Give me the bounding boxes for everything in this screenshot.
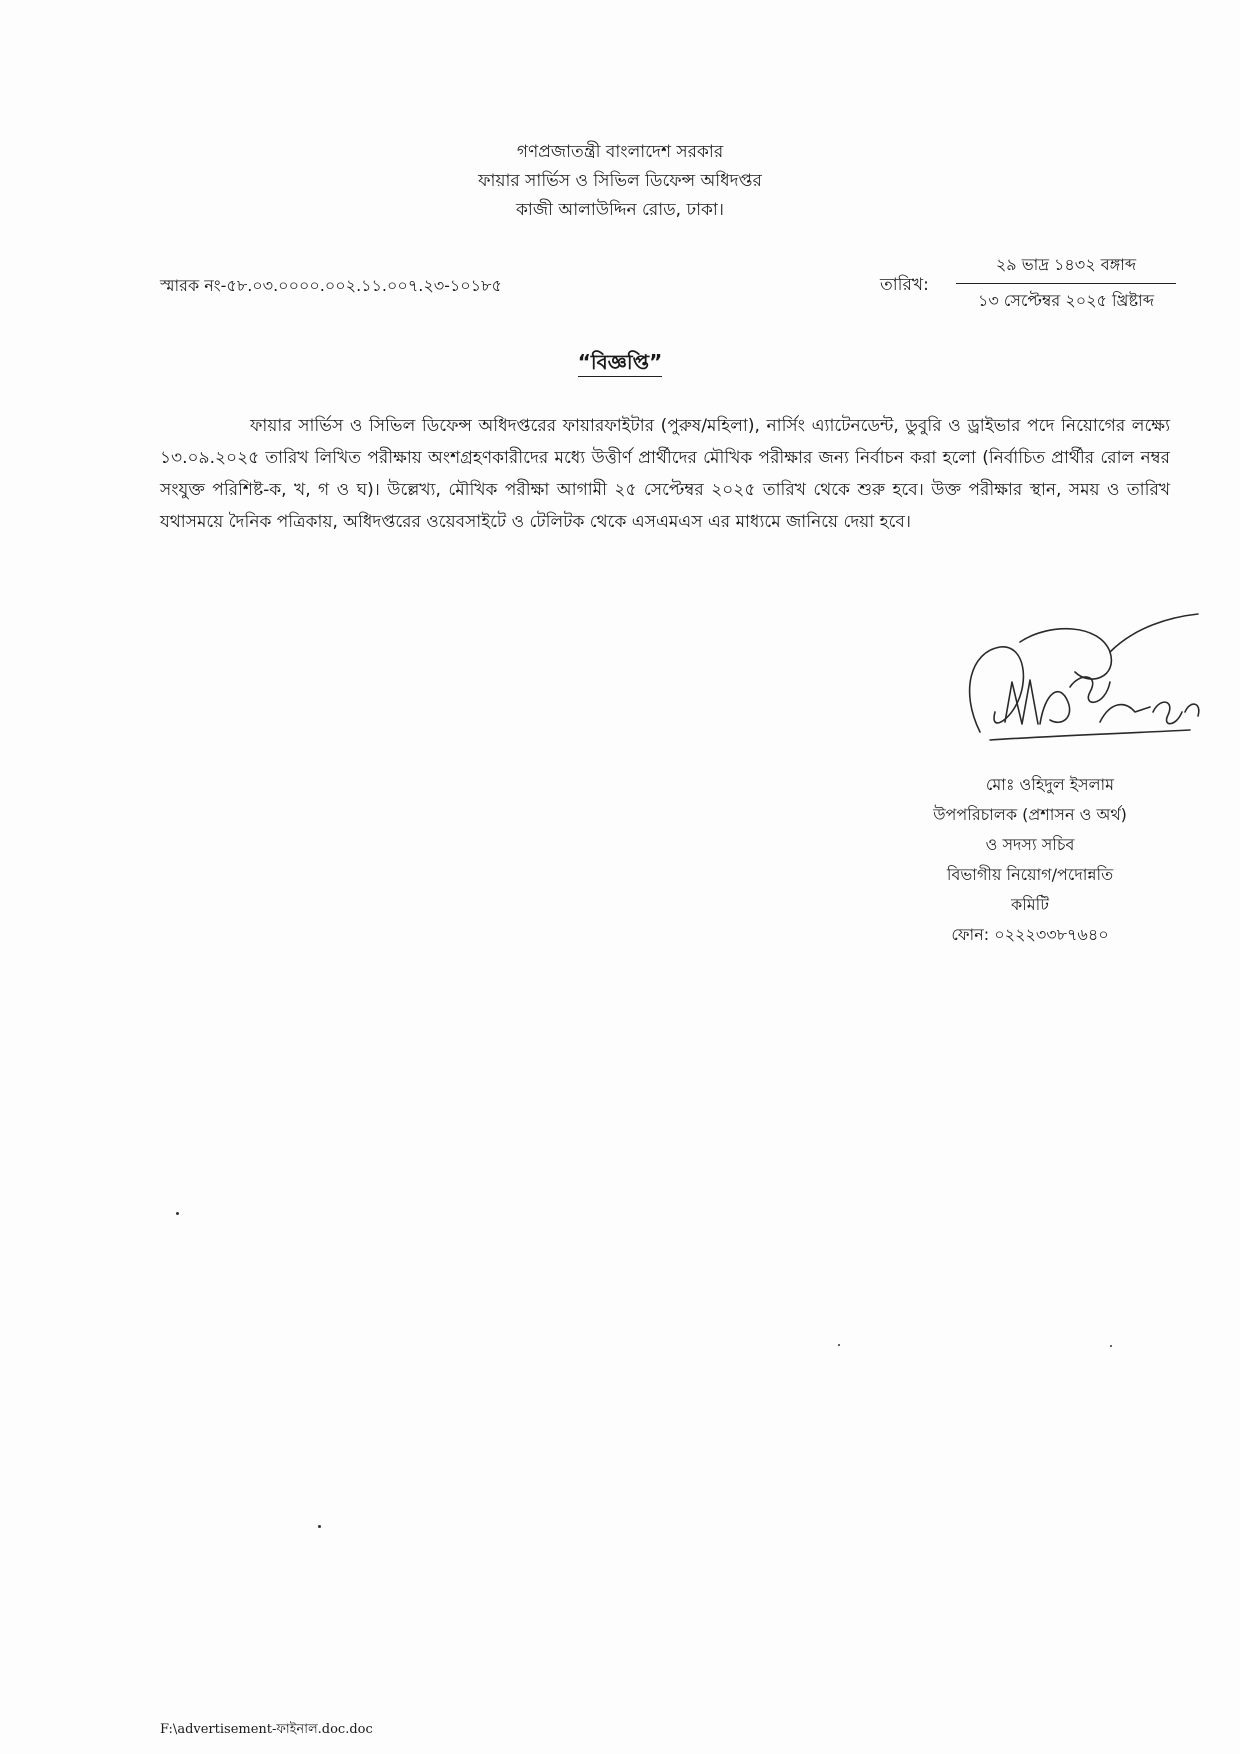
signatory-designation: উপপরিচালক (প্রশাসন ও অর্থ) <box>933 805 1127 824</box>
footer-file-path: F:\advertisement-ফাইনাল.doc.doc <box>160 1722 373 1737</box>
scan-speck <box>176 1212 179 1215</box>
signatory-role: ও সদস্য সচিব <box>985 835 1075 854</box>
handwritten-signature <box>950 612 1210 782</box>
date-bangla-calendar: ২৯ ভাদ্র ১৪৩২ বঙ্গাব্দ <box>956 252 1176 284</box>
signatory-committee-line2: কমিটি <box>1011 895 1049 914</box>
notice-title-text: “বিজ্ঞপ্তি” <box>578 350 662 377</box>
scan-speck <box>318 1525 321 1528</box>
date-gregorian-calendar: ১৩ সেপ্টেম্বর ২০২৫ খ্রিষ্টাব্দ <box>978 291 1154 310</box>
letterhead-address: কাজী আলাউদ্দিন রোড, ঢাকা। <box>516 200 724 220</box>
notice-body: ফায়ার সার্ভিস ও সিভিল ডিফেন্স অধিদপ্তরের ফায়ারফাইটার (পুরুষ/মহিলা), নার্সিং এ্যাটেনডেন্ট, ডুবুরি ও ড্রাইভার পদে নিয়োগের লক্ষ্যে ১৩.০৯.২০২৫ তারিখ লিখিত পরীক্ষায় অংশগ্রহণকারীদের মধ্যে উত্তীর্ণ প্রার্থীদের মৌখিক পরীক্ষার জন্য নির্বাচন করা হলো (নির্বাচিত প্রার্থীর রোল নম্বর সংযুক্ত পরিশিষ্ট-ক, খ, গ ও ঘ)। উল্লেখ্য, মৌখিক পরীক্ষা আগামী ২৫ সেপ্টেম্বর ২০২৫ তারিখ থেকে শুরু হবে। উক্ত পরীক্ষার স্থান, সময় ও তারিখ যথাসময়ে দৈনিক পত্রিকায়, অধিদপ্তরের ওয়েবসাইটে ও টেলিটক থেকে এসএমএস এর মাধ্যমে জানিয়ে দেয়া হবে। <box>160 416 1170 532</box>
letterhead-department: ফায়ার সার্ভিস ও সিভিল ডিফেন্স অধিদপ্তর <box>478 171 762 191</box>
signatory-block <box>880 770 1180 950</box>
signatory-phone: ফোন: ০২২২৩৩৮৭৬৪০ <box>951 925 1109 944</box>
signatory-name: মোঃ ওহিদুল ইসলাম <box>985 775 1115 794</box>
signature-image <box>950 612 1210 782</box>
date-label: তারিখ: <box>880 275 929 295</box>
memo-number: স্মারক নং-৫৮.০৩.০০০০.০০২.১১.০০৭.২৩-১০১৮৫ <box>160 276 502 295</box>
date-block <box>880 252 1180 316</box>
signatory-committee-line1: বিভাগীয় নিয়োগ/পদোন্নতি <box>946 865 1114 884</box>
letterhead <box>0 138 1240 225</box>
notice-title <box>0 348 1240 381</box>
scan-speck <box>1110 1345 1112 1347</box>
letterhead-government: গণপ্রজাতন্ত্রী বাংলাদেশ সরকার <box>516 142 724 162</box>
scan-speck <box>838 1344 840 1346</box>
